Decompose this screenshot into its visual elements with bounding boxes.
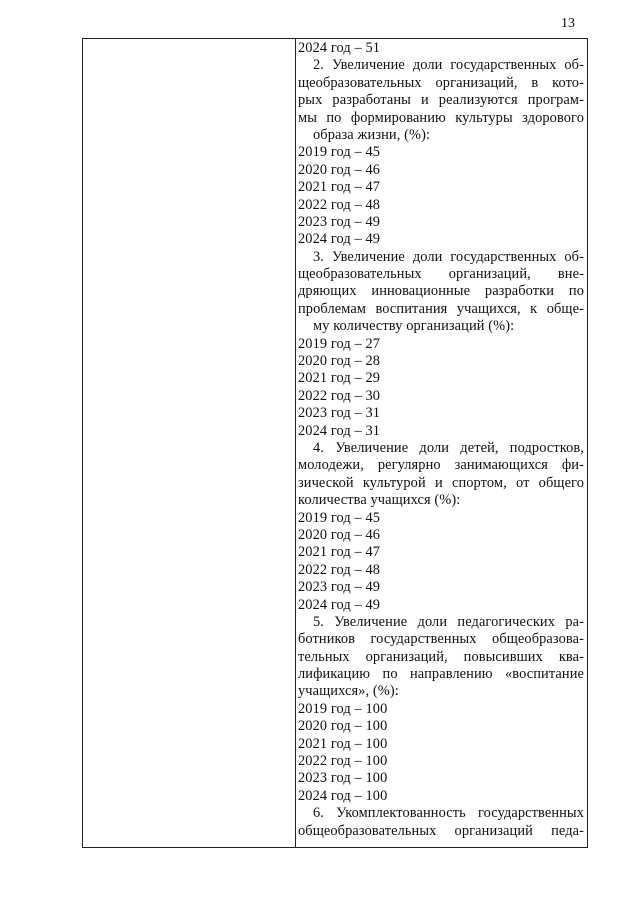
cell-text-line: 2024 год – 49 (298, 596, 381, 613)
cell-text-line: 2022 год – 48 (298, 196, 381, 213)
cell-text-line: 2021 год – 47 (298, 179, 381, 196)
page-number: 13 (561, 16, 575, 31)
cell-text-line: мы по формированию культуры здорового (298, 109, 584, 126)
cell-text-line: 2024 год – 31 (298, 422, 381, 439)
cell-text-line: 2022 год – 30 (298, 387, 381, 404)
cell-text-line: 2019 год – 27 (298, 335, 381, 352)
cell-text-line: 3. Увеличение доли государственных об- (313, 248, 584, 265)
cell-text-line: зической культурой и спортом, от общего (298, 474, 584, 491)
cell-text-line: 2019 год – 100 (298, 700, 388, 717)
cell-text-line: 2021 год – 100 (298, 735, 388, 752)
cell-text-line: ботников государственных общеобразова- (298, 631, 584, 648)
cell-text-line: 2020 год – 100 (298, 718, 388, 735)
cell-text-line: проблемам воспитания учащихся, к обще- (298, 300, 584, 317)
cell-text-line: 2020 год – 46 (298, 161, 381, 178)
cell-text-line: дряющих инновационные разработки по (298, 283, 584, 300)
cell-text-line: 2019 год – 45 (298, 144, 381, 161)
cell-text-line: 2023 год – 100 (298, 770, 388, 787)
cell-text-line: 6. Укомплектованность государственных (313, 805, 584, 822)
table-column-divider (295, 38, 296, 848)
cell-text-line: образа жизни, (%): (313, 126, 431, 143)
table-cell-indicators (298, 40, 584, 840)
cell-text-line: количества учащихся (%): (298, 492, 461, 509)
cell-text-line: общеобразовательных организаций педа- (298, 822, 584, 839)
cell-text-line: учащихся», (%): (298, 683, 399, 700)
cell-text-line: 2. Увеличение доли государственных об- (313, 57, 584, 74)
cell-text-line: 2019 год – 45 (298, 509, 381, 526)
cell-text-line: 2024 год – 51 (298, 40, 381, 56)
cell-text-line: тельных организаций, повысивших ква- (298, 648, 584, 665)
cell-text-line: 2021 год – 47 (298, 544, 381, 561)
cell-text-line: 2020 год – 46 (298, 526, 381, 543)
cell-text-line: 2021 год – 29 (298, 370, 381, 387)
cell-text-line: 2024 год – 49 (298, 231, 381, 248)
cell-text-line: му количеству организаций (%): (313, 318, 515, 335)
cell-text-line: щеобразовательных организаций, вне- (298, 266, 584, 283)
cell-text-line: 2022 год – 48 (298, 561, 381, 578)
cell-text-line: 2023 год – 49 (298, 213, 381, 230)
cell-text-line: лификацию по направлению «воспитание (298, 666, 584, 683)
cell-text-line: 5. Увеличение доли педагогических ра- (313, 613, 584, 630)
cell-text-line: щеобразовательных организаций, в кото- (298, 74, 584, 91)
cell-text-line: 2023 год – 49 (298, 579, 381, 596)
cell-text-line: молодежи, регулярно занимающихся фи- (298, 457, 584, 474)
cell-text-line: 2024 год – 100 (298, 787, 388, 804)
cell-text-line: рых разработаны и реализуются програм- (298, 92, 584, 109)
cell-text-line: 2023 год – 31 (298, 405, 381, 422)
cell-text-line: 2022 год – 100 (298, 753, 388, 770)
cell-text-line: 4. Увеличение доли детей, подростков, (313, 439, 584, 456)
cell-text-line: 2020 год – 28 (298, 353, 381, 370)
